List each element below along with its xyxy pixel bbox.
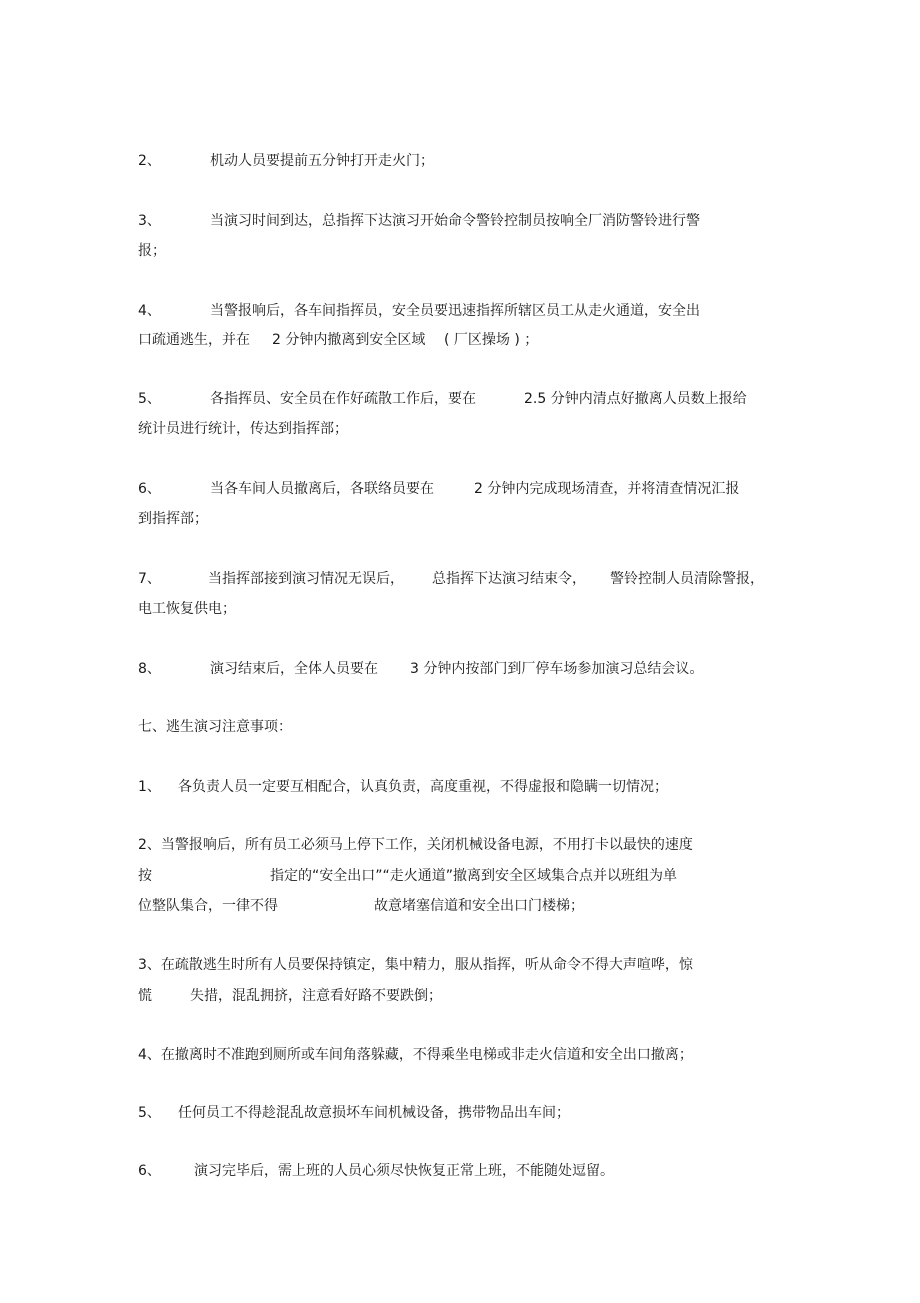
note-3-text-cont-b: 失措，混乱拥挤，注意看好路不要跌倒； bbox=[190, 988, 442, 1004]
item-2-text: 机动人员要提前五分钟打开走火门； bbox=[210, 153, 434, 169]
item-4-text-cont-a: 口疏通逃生，并在 bbox=[138, 332, 250, 348]
note-3-text: 3、在疏散逃生时所有人员要保持镇定，集中精力，服从指挥，听从命令不得大声喧哗，惊 bbox=[138, 957, 693, 973]
item-8-number: 8、 bbox=[138, 661, 161, 677]
item-4-text-cont-b: 2 分钟内撤离到安全区域 bbox=[272, 332, 426, 348]
note-4-text: 4、在撤离时不准跑到厕所或车间角落躲藏，不得乘坐电梯或非走火信道和安全出口撤离； bbox=[138, 1047, 693, 1063]
item-3-text-cont: 报； bbox=[138, 243, 166, 259]
item-8-text: 演习结束后，全体人员要在 bbox=[210, 661, 378, 677]
note-5-number: 5、 bbox=[138, 1105, 161, 1121]
note-5-text: 任何员工不得趁混乱故意损坏车间机械设备，携带物品出车间； bbox=[178, 1105, 570, 1121]
note-6-text: 演习完毕后，需上班的人员心须尽快恢复正常上班，不能随处逗留。 bbox=[194, 1163, 614, 1179]
item-7-text: 当指挥部接到演习情况无误后， bbox=[208, 571, 404, 587]
item-6-number: 6、 bbox=[138, 481, 161, 497]
item-7-number: 7、 bbox=[138, 571, 161, 587]
note-2-text-cont-d: 故意堵塞信道和安全出口门楼梯； bbox=[374, 898, 584, 914]
item-5-text-cont: 统计员进行统计，传达到指挥部； bbox=[138, 421, 348, 437]
section-heading: 七、逃生演习注意事项： bbox=[138, 719, 292, 735]
item-3-text: 当演习时间到达，总指挥下达演习开始命令警铃控制员按响全厂消防警铃进行警 bbox=[210, 213, 700, 229]
item-5-text-b: 2.5 分钟内清点好撤离人员数上报给 bbox=[524, 391, 747, 407]
note-2-text-cont-b: 指定的“安全出口”“走火通道”撤离到安全区域集合点并以班组为单 bbox=[270, 868, 678, 884]
note-2-text-cont-a: 按 bbox=[138, 868, 152, 884]
item-7-text-c: 警铃控制人员清除警报， bbox=[610, 571, 764, 587]
note-2-text: 2、当警报响后，所有员工必须马上停下工作，关闭机械设备电源，不用打卡以最快的速度 bbox=[138, 837, 693, 853]
note-2-text-cont-c: 位整队集合，一律不得 bbox=[138, 898, 278, 914]
item-5-number: 5、 bbox=[138, 391, 161, 407]
item-4-number: 4、 bbox=[138, 303, 161, 319]
item-4-text: 当警报响后，各车间指挥员，安全员要迅速指挥所辖区员工从走火通道，安全出 bbox=[210, 303, 700, 319]
item-3-number: 3、 bbox=[138, 213, 161, 229]
note-3-text-cont-a: 慌 bbox=[138, 988, 152, 1004]
note-1-text: 各负责人员一定要互相配合，认真负责，高度重视，不得虚报和隐瞒一切情况； bbox=[178, 779, 668, 795]
item-6-text-b: 2 分钟内完成现场清查，并将清查情况汇报 bbox=[474, 481, 740, 497]
item-2-number: 2、 bbox=[138, 153, 161, 169]
note-6-number: 6、 bbox=[138, 1163, 161, 1179]
item-7-text-b: 总指挥下达演习结束令， bbox=[432, 571, 586, 587]
item-6-text-cont: 到指挥部； bbox=[138, 511, 208, 527]
item-7-text-cont: 电工恢复供电； bbox=[138, 601, 236, 617]
item-8-text-b: 3 分钟内按部门到厂停车场参加演习总结会议。 bbox=[410, 661, 704, 677]
note-1-number: 1、 bbox=[138, 779, 161, 795]
item-4-text-cont-c: ( 厂区操场 ) ； bbox=[444, 332, 539, 348]
item-6-text: 当各车间人员撤离后，各联络员要在 bbox=[210, 481, 434, 497]
item-5-text: 各指挥员、安全员在作好疏散工作后，要在 bbox=[210, 391, 476, 407]
